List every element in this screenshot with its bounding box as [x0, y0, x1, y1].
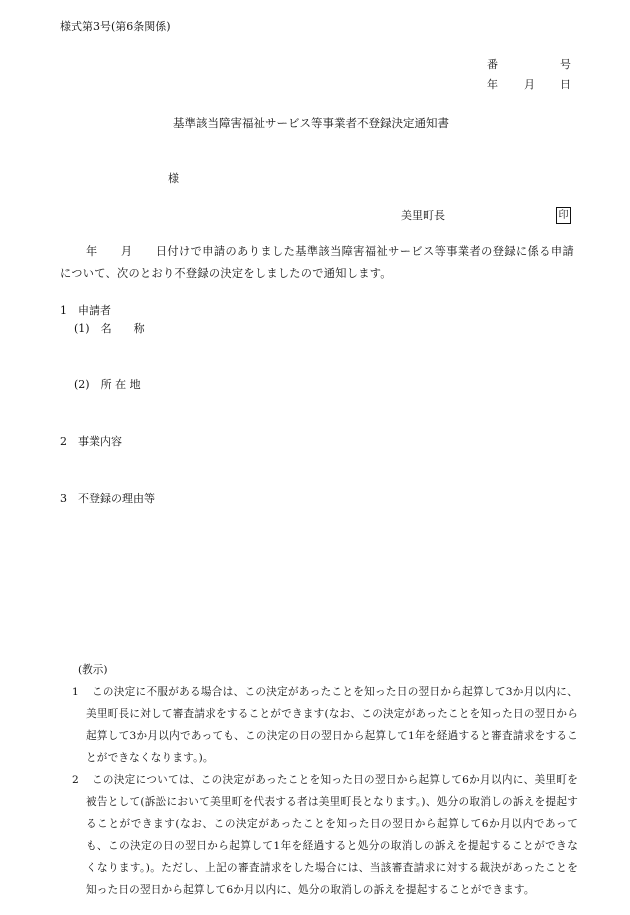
- number-label: 番: [487, 58, 498, 71]
- date-month: 月: [524, 78, 535, 91]
- date-day: 日: [560, 78, 571, 91]
- form-number: 様式第3号(第6条関係): [60, 20, 171, 33]
- notice-item-number: 2: [72, 774, 79, 786]
- seal-mark: 印: [556, 207, 571, 224]
- number-suffix: 号: [560, 58, 571, 71]
- section-business: 2 事業内容: [60, 435, 122, 448]
- issuer-name: 美里町長: [401, 209, 445, 222]
- notice-block: [66, 659, 578, 901]
- document-title: 基準該当障害福祉サービス等事業者不登録決定通知書: [173, 116, 449, 130]
- notice-item-text: この決定に不服がある場合は、この決定があったことを知った日の翌日から起算して3か月以内に、美里町長に対して審査請求をすることができます(なお、この決定があったことを知った日の翌日から起算して3か月以内であっても、この決定の日の翌日から起算して1年を経過すると審査請求をすることができなくなります。)。: [86, 686, 578, 764]
- addressee-suffix: 様: [168, 172, 179, 185]
- notice-item: [72, 681, 578, 769]
- date-year: 年: [487, 78, 498, 91]
- applicant-address-label: (2) 所 在 地: [74, 378, 141, 391]
- notice-item: [72, 769, 578, 901]
- section-reasons: 3 不登録の理由等: [60, 492, 155, 505]
- notice-item-text: この決定については、この決定があったことを知った日の翌日から起算して6か月以内に、美里町を被告として(訴訟において美里町を代表する者は美里町長となります。)、処分の取消しの訴えを提起することができます(なお、この決定があったことを知った日の翌日から起算して6か月以内であっても、この決定の日の翌日から起算して1年を経過すると処分の取消しの訴えを提起することができなくなります。)。ただし、上記の審査請求をした場合には、当該審査請求に対する裁決があったことを知った日の翌日から起算して6か月以内に、処分の取消しの訴えを提起することができます。: [86, 774, 578, 896]
- notice-item-number: 1: [72, 686, 79, 698]
- notification-body: 年 月 日付けで申請のありました基準該当障害福祉サービス等事業者の登録に係る申請について、次のとおり不登録の決定をしましたので通知します。: [60, 245, 574, 280]
- notice-heading: (教示): [78, 664, 108, 676]
- applicant-name-label: (1) 名 称: [74, 322, 145, 335]
- section-applicant: 1 申請者: [60, 304, 111, 317]
